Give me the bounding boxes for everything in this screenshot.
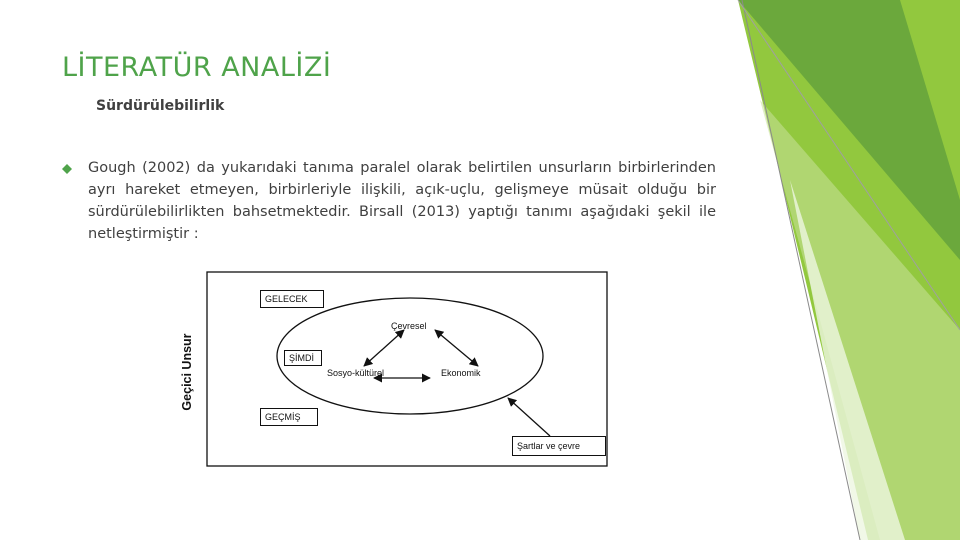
arrow-social-environmental <box>364 330 404 366</box>
body-paragraph: Gough (2002) da yukarıdaki tanıma paralel olarak belirtilen unsurların birbirlerinden ayrı hareket etmeyen, birbirleriyle ilişkili, açık-uçlu, gelişmeye müsait olduğu bir sürdürülebilirlikten bahsetmektedir. Birsall (2013) yaptığı tanımı aşağıdaki şekil ile netleştirmiştir : <box>88 160 716 242</box>
temporal-axis-label: Geçici Unsur <box>180 333 194 411</box>
past-box: GEÇMİŞ <box>260 408 318 426</box>
environmental-label: Çevresel <box>391 321 427 331</box>
socio-cultural-label: Sosyo-kültürel <box>327 368 385 378</box>
page-subtitle: Sürdürülebilirlik <box>96 98 225 114</box>
page-title: LİTERATÜR ANALİZİ <box>62 52 332 83</box>
future-box: GELECEK <box>260 290 324 308</box>
arrow-environmental-economic <box>435 330 478 366</box>
economic-label: Ekonomik <box>441 368 481 378</box>
arrow-conditions <box>508 398 550 436</box>
present-box: ŞİMDİ <box>284 350 322 366</box>
conditions-box: Şartlar ve çevre <box>512 436 606 456</box>
